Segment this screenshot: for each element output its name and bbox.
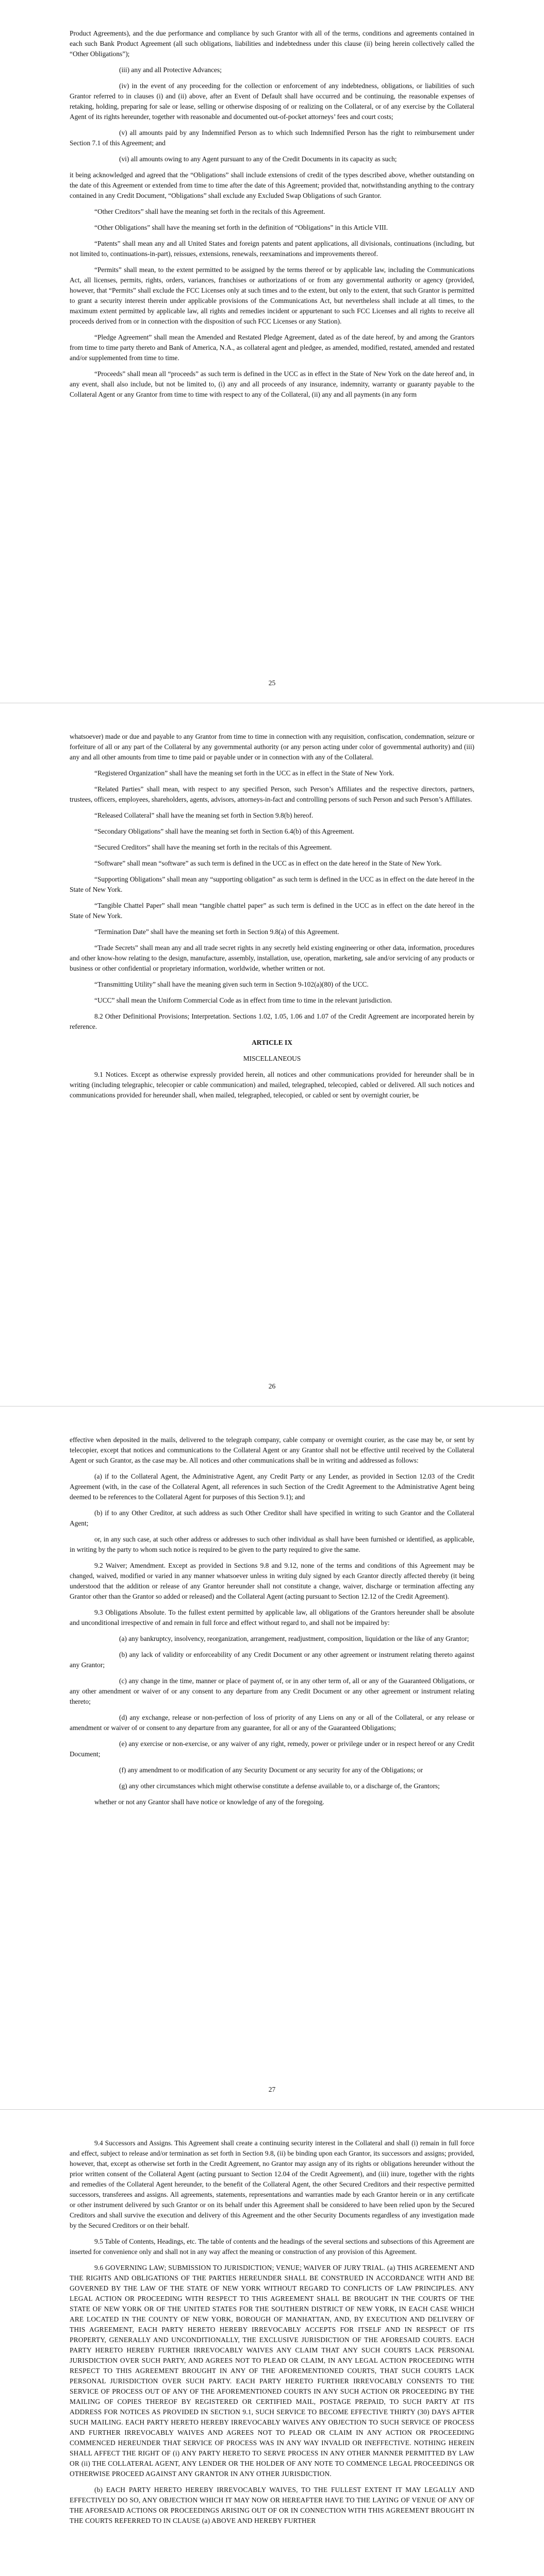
page-27 — [0, 1406, 544, 2110]
paragraph: (e) any exercise or non-exercise, or any waiver of any right, remedy, power or privilege under or in respect hereof or any Credit Document; — [70, 1740, 474, 1758]
paragraph: (iv) in the event of any proceeding for the collection or enforcement of any indebtedness, obligations, or liabilities of such Grantor referred to in clauses (i) and (ii) above, after an Event of Default shall have occurred and be continuing, the reasonable expenses of retaking, holding, preparing for sale or lease, selling or otherwise disposing of or realizing on the Collateral, or of any exercise by the Collateral Agent of its rights hereunder, together with reasonable and documented out-of-pocket attorneys’ fees and court costs; — [70, 82, 474, 121]
section-paragraph: 9.2 Waiver; Amendment. Except as provided in Sections 9.8 and 9.12, none of the terms and conditions of this Agreement may be changed, waived, modified or varied in any manner whatsoever unless in writing duly signed by each Grantor directly affected thereby (it being understood that the addition or release of any Grantor hereunder shall not constitute a change, waiver, discharge or termination affecting any Grantor other than the Grantor so added or released) and the Collateral Agent (acting pursuant to Section 12.12 of the Credit Agreement). — [70, 1562, 474, 1600]
paragraph: whatsoever) made or due and payable to any Grantor from time to time in connection with any requisition, confiscation, condemnation, seizure or forfeiture of all or any part of the Collateral by any governmental authority (or any person acting under color of governmental authority) and (iii) any and all other amounts from time to time paid or payable under or in connection with any of the Collateral. — [70, 733, 474, 761]
definition-paragraph: “UCC” shall mean the Uniform Commercial Code as in effect from time to time in the relevant jurisdiction. — [94, 996, 392, 1004]
paragraph: (d) any exchange, release or non-perfection of loss of priority of any Liens on any or all of the Collateral, or any release or amendment or waiver of or consent to any departure from any guarantee, for all or any of the Guaranteed Obligations; — [70, 1714, 474, 1732]
definition-paragraph: “Pledge Agreement” shall mean the Amended and Restated Pledge Agreement, dated as of the date hereof, by and among the Grantors from time to time party thereto and Bank of America, N.A., as collateral agent and pledgee, as amended, modified, restated, amended and restated and/or supplemented from time to time. — [70, 333, 474, 362]
definition-paragraph: “Secured Creditors” shall have the meaning set forth in the recitals of this Agreement. — [94, 843, 332, 851]
section-paragraph: 9.5 Table of Contents, Headings, etc. The table of contents and the headings of the several sections and subsections of this Agreement are inserted for convenience only and shall not in any way affect the meaning or construction of any provision of this Agreement. — [70, 2238, 474, 2256]
section-paragraph: 9.4 Successors and Assigns. This Agreement shall create a continuing security interest in the Collateral and shall (i) remain in full force and effect, subject to release and/or termination as set forth in Section 9.8, (ii) be binding upon each Grantor, its successors and assigns; provided, however, that, except as otherwise set forth in the Credit Agreement, no Grantor may assign any of its rights or obligations hereunder without the prior written consent of the Collateral Agent (acting pursuant to Section 12.04 of the Credit Agreement), and (iii) inure, together with the rights and remedies of the Collateral Agent hereunder, to the benefit of the Collateral Agent, the other Secured Creditors and their respective permitted successors, transferees and assigns. All agreements, statements, representations and warranties made by each Grantor herein or in any certificate or other instrument delivered by such Grantor or on its behalf under this Agreement shall be considered to have been relied upon by the Secured Creditors and shall survive the execution and delivery of this Agreement and the other Security Documents regardless of any investigation made by the Secured Creditors or on their behalf. — [70, 2139, 474, 2229]
article-heading: ARTICLE IX — [252, 1039, 292, 1046]
paragraph: (b) if to any Other Creditor, at such address as such Other Creditor shall have specified in writing to such Grantor and the Collateral Agent; — [70, 1509, 474, 1527]
page-number: 27 — [268, 2086, 276, 2093]
definition-paragraph: “Permits” shall mean, to the extent permitted to be assigned by the terms thereof or by applicable law, including the Communications Act, all licenses, permits, rights, orders, variances, franchises or authorizations of or from any governmental authority or agency (provided, however, that “Permits” shall exclude the FCC Licenses only at such times and to the extent, but only to the extent, that such Grantor is permitted to grant a security interest therein under applicable provisions of the Communications Act, but nevertheless shall include at all times, to the maximum extent permitted by applicable law, all rights and remedies incident or appurtenant to such FCC Licenses and all rights to receive all proceeds derived from or in connection with the disposition of such FCC Licenses or any Station). — [70, 266, 474, 325]
paragraph: (iii) any and all Protective Advances; — [119, 66, 222, 74]
definition-paragraph: “Other Obligations” shall have the meaning set forth in the definition of “Obligations” in this Article VIII. — [94, 224, 388, 231]
definition-paragraph: “Secondary Obligations” shall have the meaning set forth in Section 6.4(b) of this Agreement. — [94, 827, 354, 835]
definition-paragraph: “Trade Secrets” shall mean any and all trade secret rights in any secretly held existing engineering or other data, information, procedures and other know-how relating to the design, manufacture, assembly, installation, use, operation, marketing, sale and/or servicing of any products or business or other confidential or proprietary information, worldwide, whether written or not. — [70, 944, 474, 972]
definition-paragraph: “Software” shall mean “software” as such term is defined in the UCC as in effect on the date hereof in the State of New York. — [94, 859, 442, 867]
paragraph: (g) any other circumstances which might otherwise constitute a defense available to, or a discharge of, the Grantors; — [119, 1782, 440, 1790]
definition-paragraph: “Proceeds” shall mean all “proceeds” as such term is defined in the UCC as in effect in the State of New York on the date hereof and, in any event, shall also include, but not be limited to, (i) any and all proceeds of any insurance, indemnity, warranty or guaranty payable to the Collateral Agent or any Grantor from time to time with respect to any of the Collateral, (ii) any and all payments (in any form — [70, 370, 474, 398]
paragraph: (c) any change in the time, manner or place of payment of, or in any other term of, all or any of the Guaranteed Obligations, or any other amendment or waiver of or any consent to any departure from any Credit Document or any other agreement or instrument relating thereto; — [70, 1677, 474, 1705]
definition-paragraph: “Patents” shall mean any and all United States and foreign patents and patent applications, all divisionals, continuations (including, but not limited to, continuations-in-part), reissues, extensions, renewals, reexaminations and improvements thereof. — [70, 240, 474, 258]
page-26 — [0, 703, 544, 1406]
definition-paragraph: “Released Collateral” shall have the meaning set forth in Section 9.8(b) hereof. — [94, 811, 314, 819]
section-paragraph: (b) EACH PARTY HERETO HEREBY IRREVOCABLY WAIVES, TO THE FULLEST EXTENT IT MAY LEGALLY AND EFFECTIVELY DO SO, ANY OBJECTION WHICH IT MAY NOW OR HEREAFTER HAVE TO THE LAYING OF VENUE OF ANY OF THE AFORESAID ACTIONS OR PROCEEDINGS ARISING OUT OF OR IN CONNECTION WITH THIS AGREEMENT BROUGHT IN THE COURTS REFERRED TO IN CLAUSE (a) ABOVE AND HEREBY FURTHER — [70, 2486, 474, 2524]
definition-paragraph: “Registered Organization” shall have the meaning set forth in the UCC as in effect in the State of New York. — [94, 769, 394, 777]
paragraph: (b) any lack of validity or enforceability of any Credit Document or any other agreement or instrument relating thereto against any Grantor; — [70, 1651, 474, 1669]
page-25 — [0, 0, 544, 703]
definition-paragraph: “Related Parties” shall mean, with respect to any specified Person, such Person’s Affiliates and the respective directors, partners, trustees, officers, employees, shareholders, agents, advisors, attorneys-in-fact and controlling persons of such Person and such Person’s Affiliates. — [70, 785, 474, 803]
paragraph: (vi) all amounts owing to any Agent pursuant to any of the Credit Documents in its capacity as such; — [119, 155, 397, 163]
article-title: MISCELLANEOUS — [243, 1055, 301, 1062]
section-paragraph: 9.3 Obligations Absolute. To the fullest extent permitted by applicable law, all obligations of the Grantors hereunder shall be absolute and unconditional irrespective of and remain in full force and effect without regard to, and shall not be impaired by: — [70, 1608, 474, 1626]
definition-paragraph: “Transmitting Utility” shall have the meaning given such term in Section 9-102(a)(80) of the UCC. — [94, 980, 369, 988]
section-paragraph: 9.1 Notices. Except as otherwise expressly provided herein, all notices and other communications provided for hereunder shall be in writing (including telegraphic, telecopier or cable communication) and mailed, telegraphed, telecopied, cabled or delivered. All such notices and communications provided for hereunder shall, when mailed, telegraphed, telecopied, or cabled or sent by overnight courier, be — [70, 1071, 474, 1099]
definition-paragraph: “Tangible Chattel Paper” shall mean “tangible chattel paper” as such term is defined in the UCC as in effect on the date hereof in the State of New York. — [70, 902, 474, 920]
page-number: 26 — [268, 1382, 276, 1390]
paragraph: Product Agreements), and the due performance and compliance by such Grantor with all of the terms, conditions and agreements contained in each such Bank Product Agreement (all such obligations, liabilities and indebtedness under this clause (ii) being herein collectively called the “Other Obligations”); — [70, 29, 474, 58]
section-paragraph: 8.2 Other Definitional Provisions; Interpretation. Sections 1.02, 1.05, 1.06 and 1.07 of the Credit Agreement are incorporated herein by reference. — [70, 1012, 474, 1030]
definition-paragraph: “Other Creditors” shall have the meaning set forth in the recitals of this Agreement. — [94, 208, 325, 215]
paragraph: whether or not any Grantor shall have notice or knowledge of any of the foregoing. — [94, 1798, 324, 1806]
page-number: 25 — [268, 679, 276, 687]
definition-paragraph: “Supporting Obligations” shall mean any “supporting obligation” as such term is defined in the UCC as in effect on the date hereof in the State of New York. — [70, 875, 474, 893]
page-28 — [0, 2110, 544, 2576]
paragraph: or, in any such case, at such other address or addresses to such other individual as shall have been furnished or identified, as applicable, in writing by the party to whom such notice is required to be given to the party required to give the same. — [70, 1535, 474, 1553]
paragraph: (a) if to the Collateral Agent, the Administrative Agent, any Credit Party or any Lender, as provided in Section 12.03 of the Credit Agreement (with, in the case of the Collateral Agent, all references in such Section of the Credit Agreement to the Administrative Agent being deemed to be references to the Collateral Agent for purposes of this Section 9.1); and — [70, 1472, 474, 1501]
paragraph: (f) any amendment to or modification of any Security Document or any security for any of the Obligations; or — [119, 1766, 423, 1774]
section-paragraph: 9.6 GOVERNING LAW; SUBMISSION TO JURISDICTION; VENUE; WAIVER OF JURY TRIAL. (a) THIS AGREEMENT AND THE RIGHTS AND OBLIGATIONS OF THE PARTIES HEREUNDER SHALL BE CONSTRUED IN ACCORDANCE WITH AND BE GOVERNED BY THE LAW OF THE STATE OF NEW YORK WITHOUT REGARD TO CONFLICTS OF LAW PRINCIPLES. ANY LEGAL ACTION OR PROCEEDING WITH RESPECT TO THIS AGREEMENT SHALL BE BROUGHT IN THE COURTS OF THE STATE OF NEW YORK OR OF THE UNITED STATES FOR THE SOUTHERN DISTRICT OF NEW YORK, IN EACH CASE WHICH ARE LOCATED IN THE COUNTY OF NEW YORK, BOROUGH OF MANHATTAN, AND, BY EXECUTION AND DELIVERY OF THIS AGREEMENT, EACH PARTY HERETO HEREBY IRREVOCABLY ACCEPTS FOR ITSELF AND IN RESPECT OF ITS PROPERTY, GENERALLY AND UNCONDITIONALLY, THE EXCLUSIVE JURISDICTION OF THE AFORESAID COURTS. EACH PARTY HERETO HEREBY FURTHER IRREVOCABLY WAIVES ANY CLAIM THAT ANY SUCH COURTS LACK PERSONAL JURISDICTION OVER SUCH PARTY, AND AGREES NOT TO PLEAD OR CLAIM, IN ANY LEGAL ACTION PROCEEDING WITH RESPECT TO THIS AGREEMENT BROUGHT IN ANY OF THE AFOREMENTIONED COURTS, THAT SUCH COURTS LACK PERSONAL JURISDICTION OVER SUCH PARTY. EACH PARTY HERETO FURTHER IRREVOCABLY CONSENTS TO THE SERVICE OF PROCESS OUT OF ANY OF THE AFOREMENTIONED COURTS IN ANY SUCH ACTION OR PROCEEDING BY THE MAILING OF COPIES THEREOF BY REGISTERED OR CERTIFIED MAIL, POSTAGE PREPAID, TO SUCH PARTY AT ITS ADDRESS FOR NOTICES AS PROVIDED IN SECTION 9.1, SUCH SERVICE TO BECOME EFFECTIVE THIRTY (30) DAYS AFTER SUCH MAILING. EACH PARTY HERETO HEREBY IRREVOCABLY WAIVES ANY OBJECTION TO SUCH SERVICE OF PROCESS AND FURTHER IRREVOCABLY WAIVES AND AGREES NOT TO PLEAD OR CLAIM IN ANY ACTION OR PROCEEDING COMMENCED HEREUNDER THAT SERVICE OF PROCESS WAS IN ANY WAY INVALID OR INEFFECTIVE. NOTHING HEREIN SHALL AFFECT THE RIGHT OF (i) ANY PARTY HERETO TO SERVE PROCESS IN ANY OTHER MANNER PERMITTED BY LAW OR (ii) THE COLLATERAL AGENT, ANY LENDER OR THE HOLDER OF ANY NOTE TO COMMENCE LEGAL PROCEEDINGS OR OTHERWISE PROCEED AGAINST ANY GRANTOR IN ANY OTHER JURISDICTION. — [70, 2264, 474, 2478]
paragraph: effective when deposited in the mails, delivered to the telegraph company, cable company or overnight courier, as the case may be, or sent by telecopier, except that notices and communications to the Collateral Agent or any Grantor shall not be effective until received by the Collateral Agent or such Grantor, as the case may be. All notices and other communications shall be in writing and addressed as follows: — [70, 1436, 474, 1464]
paragraph: (a) any bankruptcy, insolvency, reorganization, arrangement, readjustment, composition, liquidation or the like of any Grantor; — [119, 1635, 469, 1642]
paragraph: (v) all amounts paid by any Indemnified Person as to which such Indemnified Person has the right to reimbursement under Section 7.1 of this Agreement; and — [70, 129, 474, 147]
definition-paragraph: “Termination Date” shall have the meaning set forth in Section 9.8(a) of this Agreement. — [94, 928, 339, 936]
paragraph: it being acknowledged and agreed that the “Obligations” shall include extensions of credit of the types described above, whether outstanding on the date of this Agreement or extended from time to time after the date of this Agreement; provided that, notwithstanding anything to the contrary contained in any Credit Document, “Obligations” shall exclude any Excluded Swap Obligations of such Grantor. — [70, 171, 474, 199]
